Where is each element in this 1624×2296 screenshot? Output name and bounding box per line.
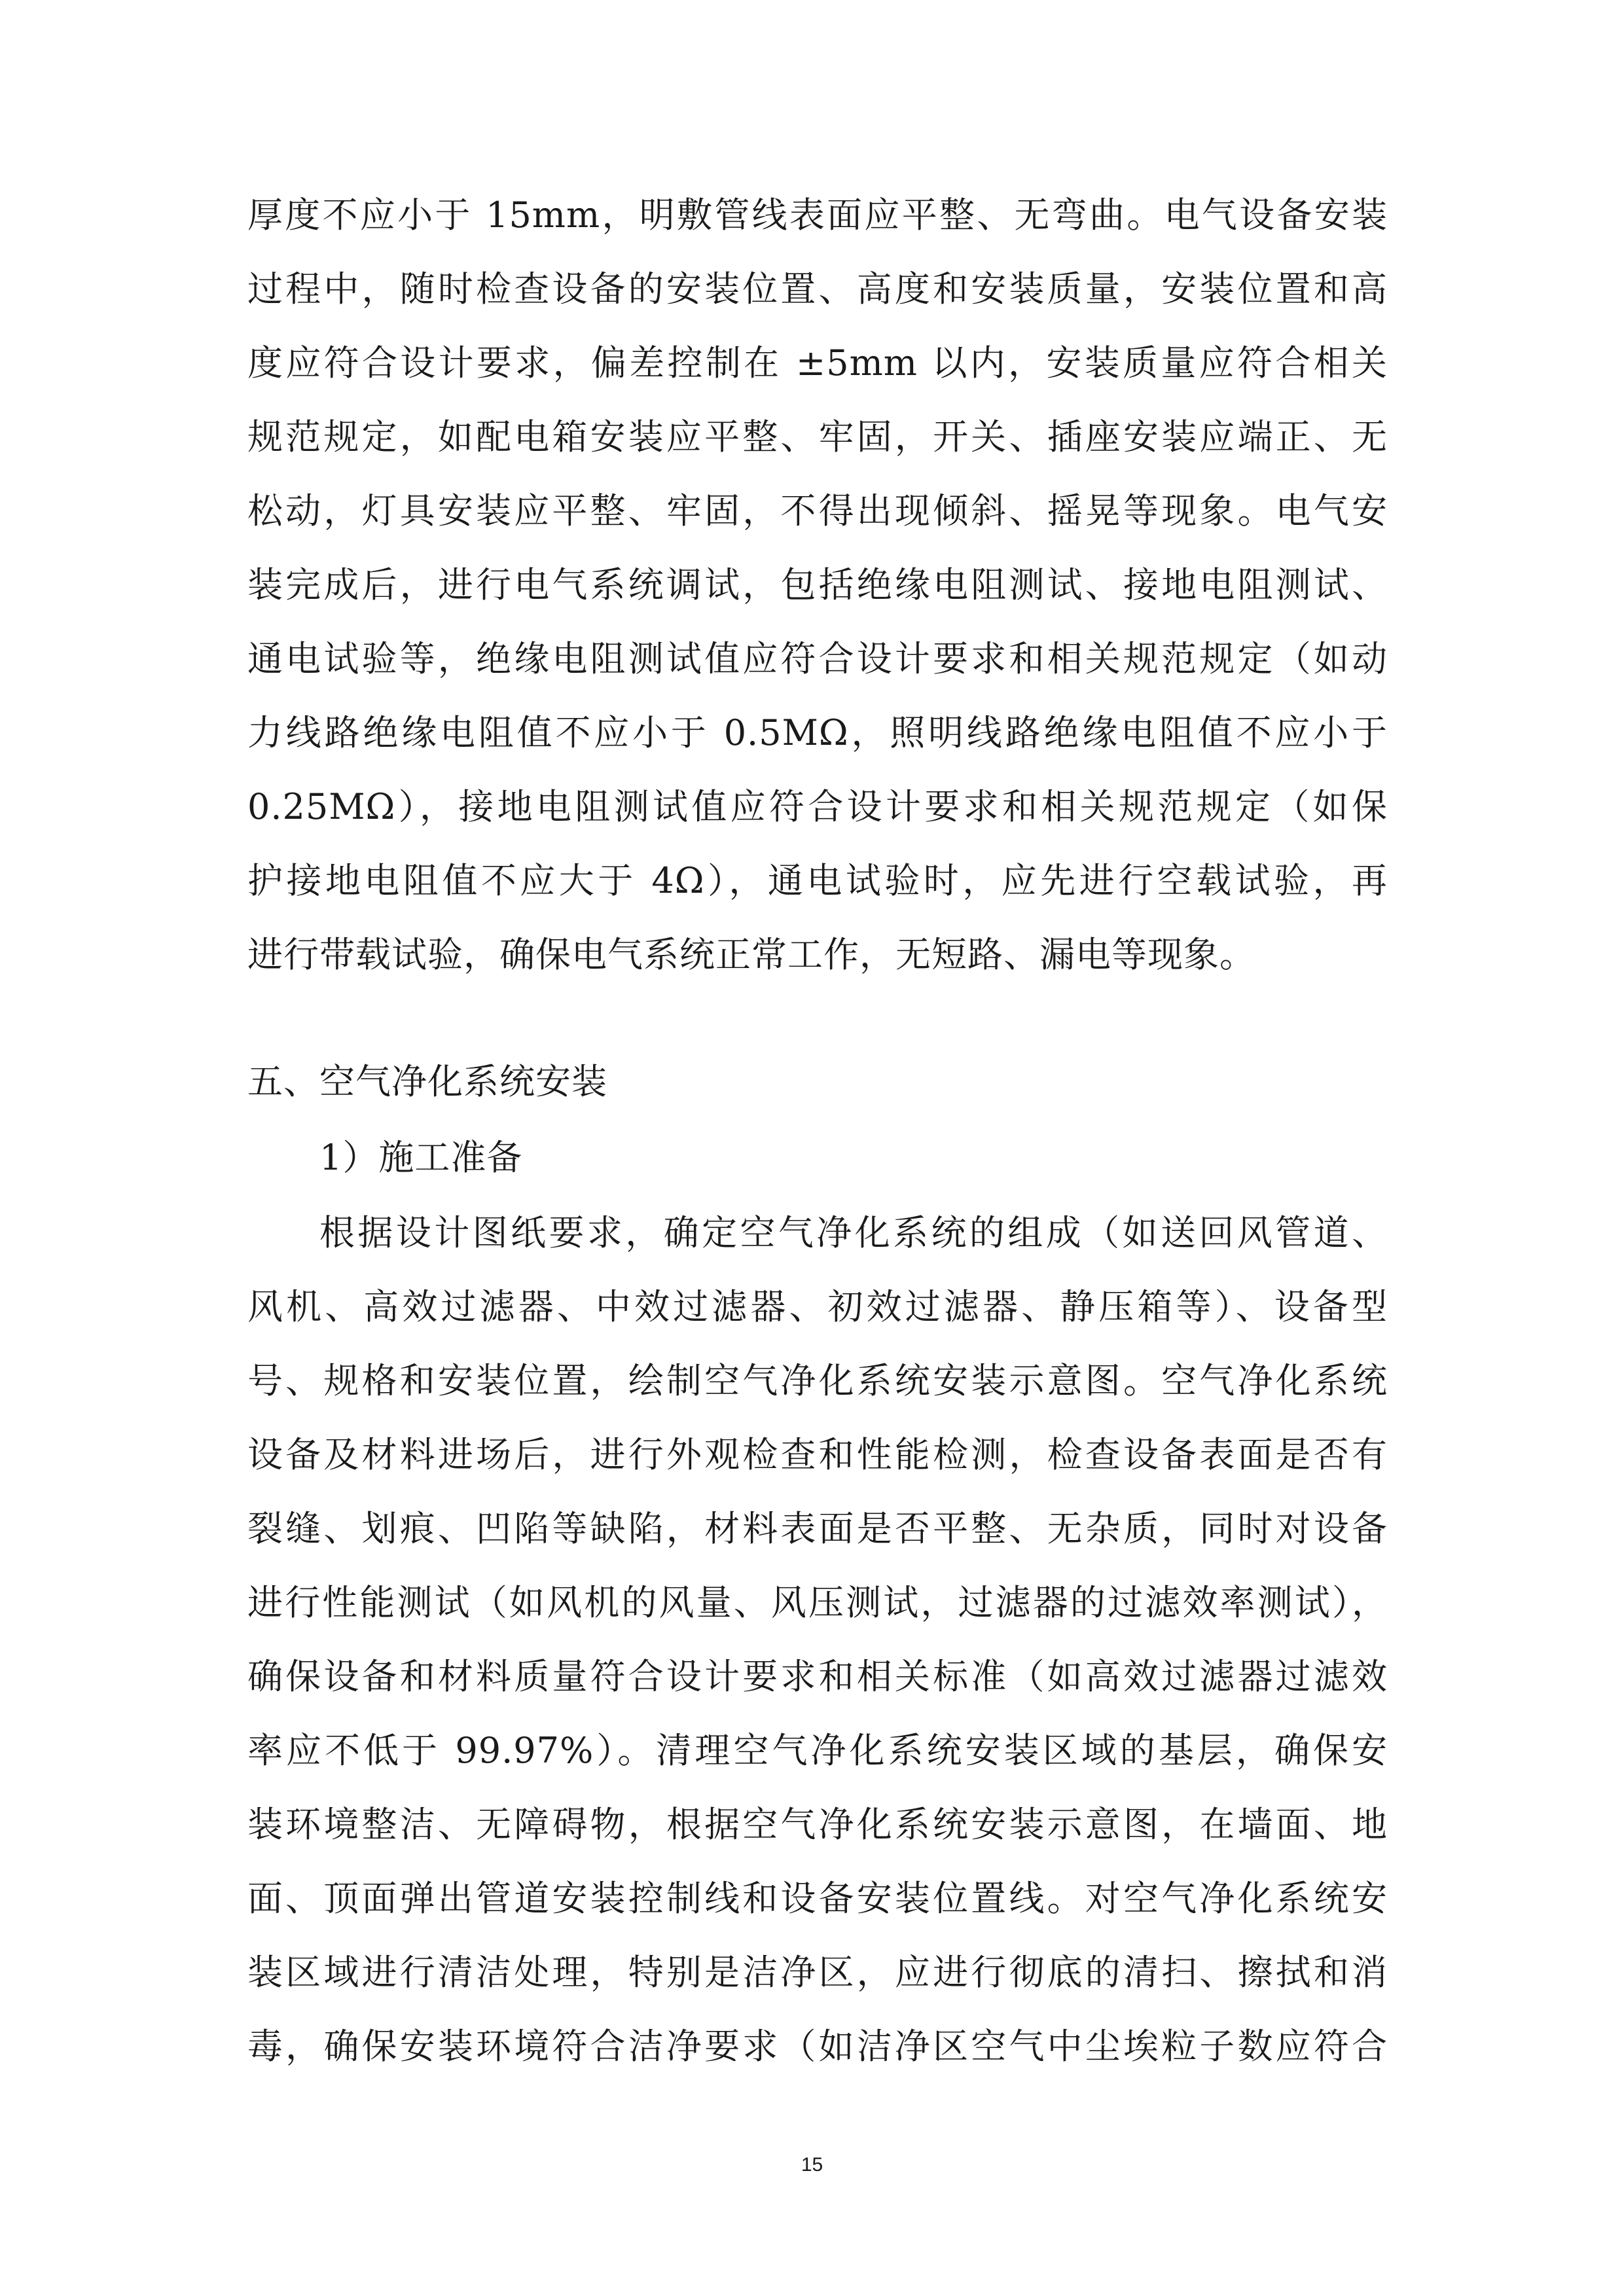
text-line: 力线路绝缘电阻值不应小于 0.5MΩ，照明线路绝缘电阻值不应小于 xyxy=(247,712,1388,753)
text-line: 设备及材料进场后，进行外观检查和性能检测，检查设备表面是否有 xyxy=(247,1434,1388,1475)
text-line: 号、规格和安装位置，绘制空气净化系统安装示意图。空气净化系统 xyxy=(247,1360,1388,1401)
text-line: 装完成后，进行电气系统调试，包括绝缘电阻测试、接地电阻测试、 xyxy=(247,564,1388,605)
text-line: 通电试验等，绝缘电阻测试值应符合设计要求和相关规范规定（如动 xyxy=(247,638,1388,679)
text-line: 装环境整洁、无障碍物，根据空气净化系统安装示意图，在墙面、地 xyxy=(247,1804,1388,1845)
text-line: 面、顶面弹出管道安装控制线和设备安装位置线。对空气净化系统安 xyxy=(247,1878,1388,1919)
text-line: 进行带载试验，确保电气系统正常工作，无短路、漏电等现象。 xyxy=(247,934,1255,975)
text-line: 裂缝、划痕、凹陷等缺陷，材料表面是否平整、无杂质，同时对设备 xyxy=(247,1508,1388,1549)
text-line: 规范规定，如配电箱安装应平整、牢固，开关、插座安装应端正、无 xyxy=(247,416,1388,457)
text-line: 厚度不应小于 15mm，明敷管线表面应平整、无弯曲。电气设备安装 xyxy=(247,194,1388,236)
text-line: 进行性能测试（如风机的风量、风压测试，过滤器的过滤效率测试）， xyxy=(247,1582,1388,1623)
text-line: 0.25MΩ），接地电阻测试值应符合设计要求和相关规范规定（如保 xyxy=(247,786,1388,827)
text-line: 毒，确保安装环境符合洁净要求（如洁净区空气中尘埃粒子数应符合 xyxy=(247,2026,1388,2067)
page-number: 15 xyxy=(801,2154,823,2176)
text-line: 根据设计图纸要求，确定空气净化系统的组成（如送回风管道、 xyxy=(319,1212,1388,1253)
section-heading: 五、空气净化系统安装 xyxy=(247,1061,607,1102)
text-line: 过程中，随时检查设备的安装位置、高度和安装质量，安装位置和高 xyxy=(247,268,1388,310)
text-line: 率应不低于 99.97%）。清理空气净化系统安装区域的基层，确保安 xyxy=(247,1730,1388,1771)
sub-heading: 1）施工准备 xyxy=(319,1137,523,1178)
text-line: 风机、高效过滤器、中效过滤器、初效过滤器、静压箱等）、设备型 xyxy=(247,1286,1388,1327)
text-line: 度应符合设计要求，偏差控制在 ±5mm 以内，安装质量应符合相关 xyxy=(247,342,1388,384)
text-line: 确保设备和材料质量符合设计要求和相关标准（如高效过滤器过滤效 xyxy=(247,1656,1388,1697)
text-line: 护接地电阻值不应大于 4Ω），通电试验时，应先进行空载试验，再 xyxy=(247,860,1388,901)
text-line: 装区域进行清洁处理，特别是洁净区，应进行彻底的清扫、擦拭和消 xyxy=(247,1952,1388,1993)
text-line: 松动，灯具安装应平整、牢固，不得出现倾斜、摇晃等现象。电气安 xyxy=(247,490,1388,531)
